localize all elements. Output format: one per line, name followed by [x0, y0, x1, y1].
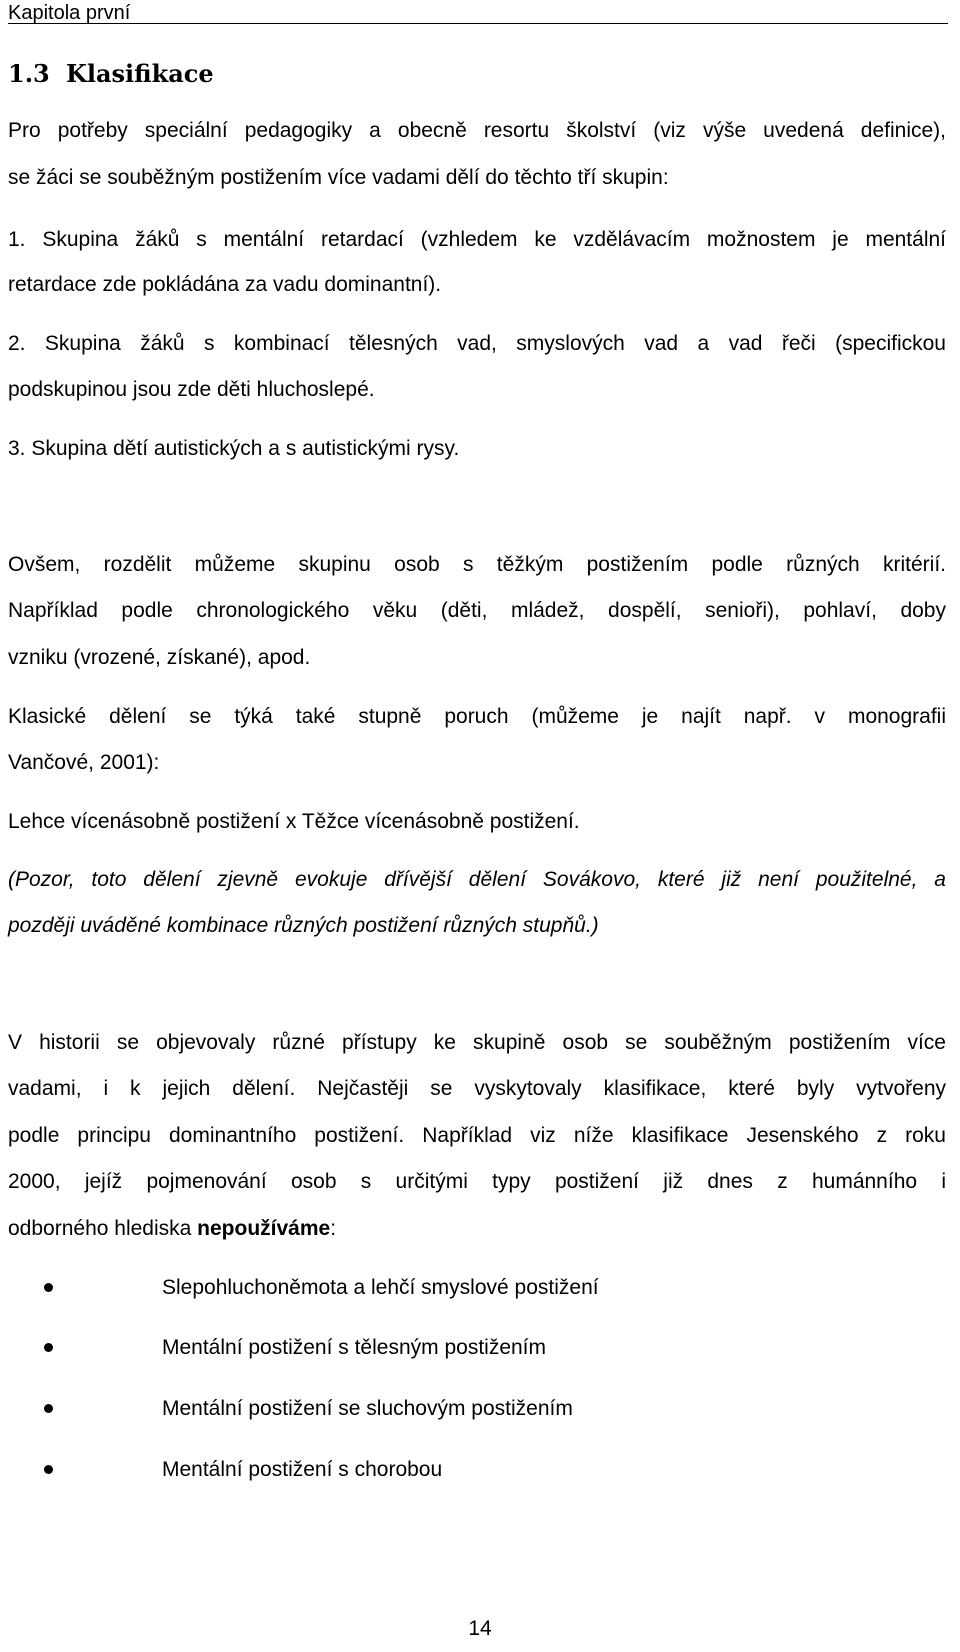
- group-1-line: 1. Skupina žáků s mentální retardací (vzhledem ke vzdělávacím možnostem je mentální: [8, 228, 946, 251]
- classic-line: Vančové, 2001):: [8, 751, 160, 774]
- list-item: Mentální postižení s chorobou: [162, 1458, 443, 1481]
- criteria-line: vzniku (vrozené, získané), apod.: [8, 646, 311, 669]
- running-header: Kapitola první: [8, 2, 131, 24]
- bullet-icon: [44, 1283, 53, 1292]
- history-line: podle principu dominantního postižení. Například viz níže klasifikace Jesenského z roku: [8, 1124, 946, 1147]
- classic-line: Klasické dělení se týká také stupně poruch (můžeme je najít např. v monografii: [8, 705, 946, 728]
- group-2-line: 2. Skupina žáků s kombinací tělesných vad, smyslových vad a vad řeči (specifickou: [8, 332, 946, 355]
- list-item: Mentální postižení s tělesným postižením: [162, 1336, 547, 1359]
- bullet-icon: [44, 1465, 53, 1474]
- bullet-icon: [44, 1343, 53, 1352]
- intro-line: se žáci se souběžným postižením více vadami dělí do těchto tří skupin:: [8, 166, 669, 189]
- list-item: Mentální postižení se sluchovým postižením: [162, 1397, 573, 1420]
- note-line: (Pozor, toto dělení zjevně evokuje dřívější dělení Sovákovo, které již není použitelné, a: [8, 868, 946, 891]
- section-title: Klasifikace: [66, 59, 214, 88]
- criteria-line: Například podle chronologického věku (děti, mládež, dospělí, senioři), pohlaví, doby: [8, 599, 946, 622]
- page-number: 14: [468, 1617, 492, 1640]
- bullet-icon: [44, 1404, 53, 1413]
- group-3-line: 3. Skupina dětí autistických a s autistickými rysy.: [8, 437, 460, 460]
- history-line: V historii se objevovaly různé přístupy ke skupině osob se souběžným postižením více: [8, 1031, 946, 1054]
- section-heading: [8, 60, 214, 88]
- classic-division: Lehce vícenásobně postižení x Těžce vícenásobně postižení.: [8, 810, 580, 833]
- criteria-line: Ovšem, rozdělit můžeme skupinu osob s těžkým postižením podle různých kritérií.: [8, 553, 946, 576]
- note-line: později uváděné kombinace různých postižení různých stupňů.): [8, 914, 599, 937]
- intro-line: Pro potřeby speciální pedagogiky a obecně resortu školství (viz výše uvedená definice),: [8, 119, 946, 142]
- history-last-line: [8, 1217, 336, 1241]
- section-number: 1.3: [8, 59, 50, 88]
- group-1-line: retardace zde pokládána za vadu dominantní).: [8, 273, 442, 296]
- history-line: vadami, i k jejich dělení. Nejčastěji se vyskytovaly klasifikace, které byly vytvořeny: [8, 1077, 946, 1100]
- history-last-prefix: odborného hlediska: [8, 1217, 198, 1240]
- group-2-line: podskupinou jsou zde děti hluchoslepé.: [8, 378, 375, 401]
- history-line: 2000, jejíž pojmenování osob s určitými typy postižení již dnes z humánního i: [8, 1170, 946, 1193]
- list-item: Slepohluchoněmota a lehčí smyslové postižení: [162, 1276, 599, 1299]
- header-rule: [8, 23, 948, 24]
- history-last-suffix: :: [330, 1217, 337, 1240]
- emphasis-bold: nepoužíváme: [197, 1217, 331, 1240]
